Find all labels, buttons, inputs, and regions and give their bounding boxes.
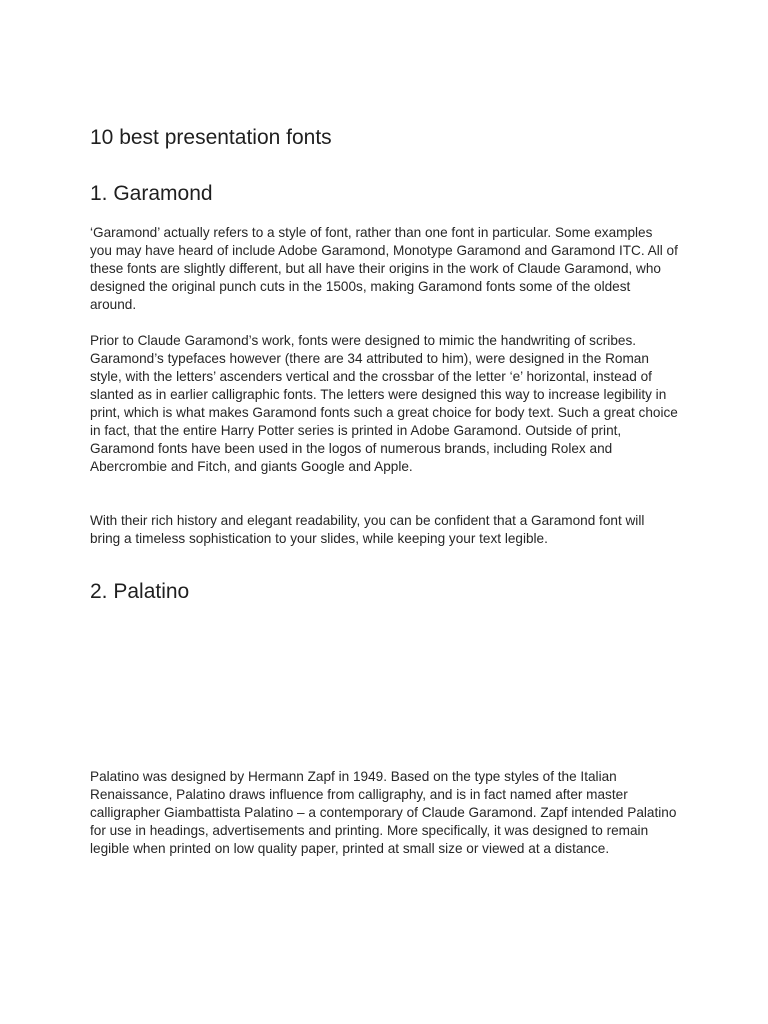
paragraph: Prior to Claude Garamond’s work, fonts were designed to mimic the handwriting of scribes. Garamond’s typefaces however (there are 34 attributed to him), were designed in the Roman style, with the letters’ ascenders vertical and the crossbar of the letter ‘e’ horizontal, instead of slanted as in earlier calligraphic fonts. The letters were designed this way to increase legibility in print, which is what makes Garamond fonts such a great choice for body text. Such a great choice in fact, that the entire Harry Potter series is printed in Adobe Garamond. Outside of print, Garamond fonts have been used in the logos of numerous brands, including Rolex and Abercrombie and Fitch, and giants Google and Apple. xyxy=(90,333,678,474)
document-title: 10 best presentation fonts xyxy=(90,126,332,149)
paragraph: With their rich history and elegant readability, you can be confident that a Garamond font will bring a timeless sophistication to your slides, while keeping your text legible. xyxy=(90,513,645,546)
paragraph: Palatino was designed by Hermann Zapf in 1949. Based on the type styles of the Italian Renaissance, Palatino draws influence from calligraphy, and is in fact named after master calligrapher Giambattista Palatino – a contemporary of Claude Garamond. Zapf intended Palatino for use in headings, advertisements and printing. More specifically, it was designed to remain legible when printed on low quality paper, printed at small size or viewed at a distance. xyxy=(90,769,677,856)
image-placeholder xyxy=(90,620,678,750)
paragraph: ‘Garamond’ actually refers to a style of font, rather than one font in particular. Some examples you may have heard of include Adobe Garamond, Monotype Garamond and Garamond ITC. All of these fonts are slightly different, but all have their origins in the work of Claude Garamond, who designed the original punch cuts in the 1500s, making Garamond fonts some of the oldest around. xyxy=(90,225,678,312)
section-heading-palatino: 2. Palatino xyxy=(90,580,190,603)
section-heading-garamond: 1. Garamond xyxy=(90,182,213,205)
